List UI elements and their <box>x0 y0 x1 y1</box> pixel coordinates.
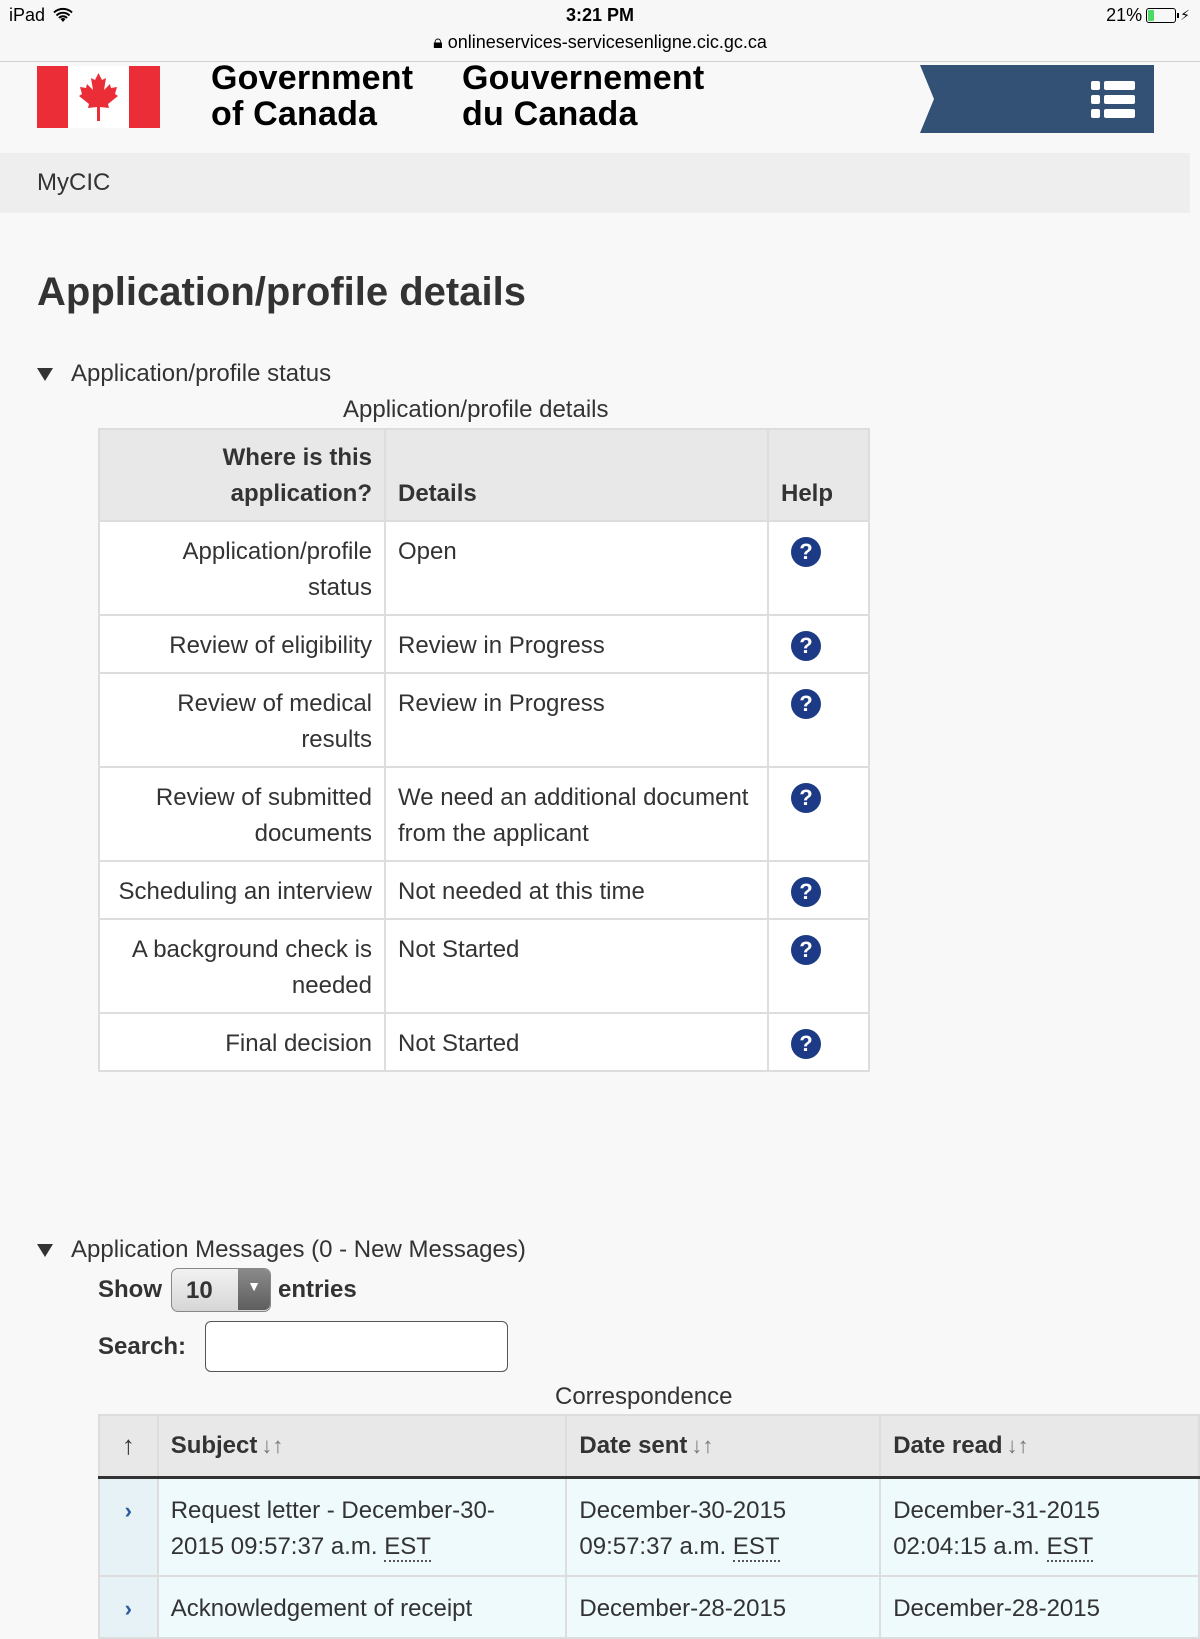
sort-expand-column-header[interactable] <box>99 1415 158 1477</box>
help-icon[interactable]: ? <box>791 1029 821 1059</box>
status-row <box>99 1013 869 1071</box>
stage-cell: Review of submitted documents <box>99 767 385 861</box>
help-icon[interactable]: ? <box>791 783 821 813</box>
stage-cell: A background check is needed <box>99 919 385 1013</box>
help-icon[interactable]: ? <box>791 631 821 661</box>
help-cell <box>768 673 869 767</box>
stage-cell: Review of eligibility <box>99 615 385 673</box>
date-read-cell: December-31-2015 02:04:15 a.m. EST <box>880 1477 1199 1576</box>
sort-up-icon: ↑ <box>121 1430 135 1461</box>
status-table <box>98 428 870 1072</box>
subject-cell[interactable]: Request letter - December-30- 2015 09:57:37 a.m. EST <box>158 1477 567 1576</box>
chevron-right-icon: › <box>124 1497 132 1523</box>
status-row <box>99 767 869 861</box>
lock-icon: 🔒︎ <box>433 32 443 52</box>
url-text: onlineservices-servicesenligne.cic.gc.ca <box>447 32 767 52</box>
table-search <box>98 1321 508 1372</box>
help-cell <box>768 919 869 1013</box>
expanded-triangle-icon <box>37 1244 53 1257</box>
breadcrumb <box>0 153 1190 213</box>
clock: 3:21 PM <box>565 5 635 25</box>
details-cell: Not Started <box>385 1013 768 1071</box>
status-row <box>99 919 869 1013</box>
canada-flag-icon <box>37 66 160 128</box>
sort-icon: ↓↑ <box>261 1432 284 1458</box>
status-row <box>99 861 869 919</box>
table-row[interactable] <box>99 1576 1199 1638</box>
show-label: Show <box>98 1276 162 1303</box>
correspondence-header <box>99 1415 1199 1477</box>
help-icon[interactable]: ? <box>791 537 821 567</box>
timezone-abbr: EST <box>1046 1532 1094 1560</box>
ios-status-bar <box>0 0 1200 62</box>
battery-icon <box>1146 8 1176 23</box>
col-header-help: Help <box>768 429 869 521</box>
col-header-details: Details <box>385 429 768 521</box>
details-cell: Not needed at this time <box>385 861 768 919</box>
government-signature-en[interactable]: Government of Canada <box>211 59 414 133</box>
details-cell: Review in Progress <box>385 615 768 673</box>
status-table-header <box>99 429 869 521</box>
list-menu-icon <box>1091 81 1135 118</box>
date-read-cell: December-28-2015 <box>880 1576 1199 1638</box>
details-cell: Review in Progress <box>385 673 768 767</box>
sort-icon: ↓↑ <box>691 1432 714 1458</box>
details-cell: Open <box>385 521 768 615</box>
expand-row-button[interactable] <box>99 1576 158 1638</box>
stage-cell: Review of medical results <box>99 673 385 767</box>
entries-select[interactable] <box>171 1268 271 1312</box>
stage-cell: Application/profile status <box>99 521 385 615</box>
chevron-right-icon: › <box>124 1595 132 1621</box>
status-section-label: Application/profile status <box>71 360 332 387</box>
messages-section-toggle[interactable] <box>37 1236 526 1264</box>
col-header-stage: Where is this application? <box>99 429 385 521</box>
entries-select-value: 10 <box>186 1277 213 1304</box>
help-cell <box>768 1013 869 1071</box>
status-row <box>99 615 869 673</box>
entries-label: entries <box>278 1276 357 1303</box>
help-icon[interactable]: ? <box>791 935 821 965</box>
details-cell: We need an additional document from the applicant <box>385 767 768 861</box>
help-cell <box>768 861 869 919</box>
table-row[interactable] <box>99 1477 1199 1576</box>
help-cell <box>768 767 869 861</box>
expand-row-button[interactable] <box>99 1477 158 1576</box>
entries-length-control <box>98 1268 357 1312</box>
details-cell: Not Started <box>385 919 768 1013</box>
messages-section-label: Application Messages (0 - New Messages) <box>71 1236 526 1263</box>
status-section-toggle[interactable] <box>37 360 331 388</box>
correspondence-caption: Correspondence <box>555 1383 733 1410</box>
col-header-date-read[interactable]: Date read ↓↑ <box>880 1415 1199 1477</box>
device-name: iPad <box>9 5 46 25</box>
help-icon[interactable]: ? <box>791 877 821 907</box>
correspondence-table <box>98 1414 1200 1639</box>
status-table-caption: Application/profile details <box>343 396 609 423</box>
date-sent-cell: December-30-2015 09:57:37 a.m. EST <box>566 1477 880 1576</box>
address-bar[interactable] <box>0 32 1200 53</box>
government-signature-fr[interactable]: Gouvernement du Canada <box>462 59 705 133</box>
expanded-triangle-icon <box>37 368 53 381</box>
status-row <box>99 521 869 615</box>
timezone-abbr: EST <box>384 1532 431 1560</box>
stage-cell: Scheduling an interview <box>99 861 385 919</box>
timezone-abbr: EST <box>732 1532 780 1560</box>
menu-button[interactable] <box>920 65 1154 133</box>
battery-percent: 21% <box>1106 5 1143 25</box>
date-sent-cell: December-28-2015 <box>566 1576 880 1638</box>
charging-icon: ⚡︎ <box>1180 7 1190 23</box>
dropdown-arrow-icon: ▼ <box>238 1269 270 1310</box>
subject-cell[interactable]: Acknowledgement of receipt <box>158 1576 567 1638</box>
col-header-date-sent[interactable]: Date sent ↓↑ <box>566 1415 880 1477</box>
site-header <box>0 59 1200 152</box>
breadcrumb-link-mycic[interactable]: MyCIC <box>37 169 111 196</box>
help-icon[interactable]: ? <box>791 689 821 719</box>
help-cell <box>768 521 869 615</box>
help-cell <box>768 615 869 673</box>
page-title: Application/profile details <box>37 270 526 314</box>
search-input[interactable] <box>205 1321 508 1372</box>
battery-indicator <box>1106 5 1190 26</box>
search-label: Search: <box>98 1332 187 1360</box>
sort-icon: ↓↑ <box>1006 1432 1029 1458</box>
col-header-subject[interactable]: Subject ↓↑ <box>158 1415 567 1477</box>
status-row <box>99 673 869 767</box>
stage-cell: Final decision <box>99 1013 385 1071</box>
